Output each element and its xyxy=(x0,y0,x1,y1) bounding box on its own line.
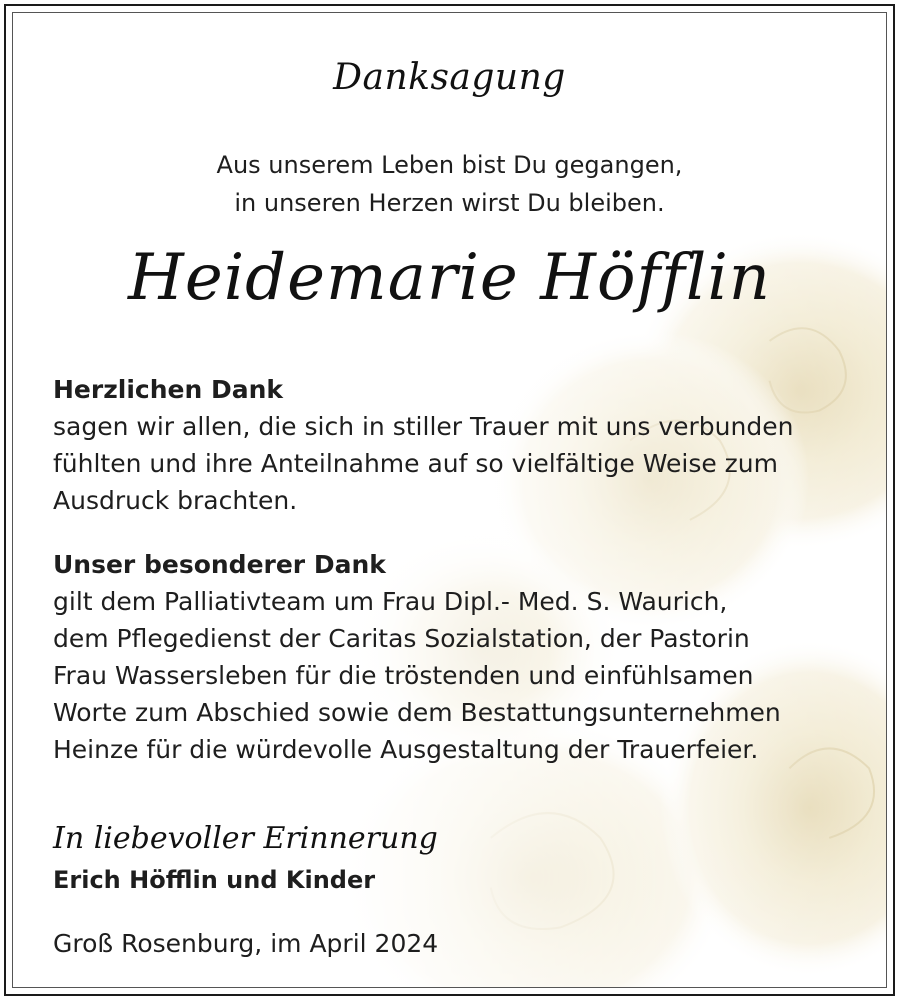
deceased-name: Heidemarie Höfflin xyxy=(128,241,771,315)
thanks-line: fühlten und ihre Anteilnahme auf so vielfältige Weise zum xyxy=(53,449,778,478)
motto-line-2: in unseren Herzen wirst Du bleiben. xyxy=(234,189,665,217)
thanks-section xyxy=(53,371,853,519)
thanks-heading: Herzlichen Dank xyxy=(53,375,284,404)
motto-line-1: Aus unserem Leben bist Du gegangen, xyxy=(216,151,683,179)
notice-content xyxy=(13,13,886,987)
special-thanks-line: Heinze für die würdevolle Ausgestaltung der Trauerfeier. xyxy=(53,735,759,764)
special-thanks-line: Frau Wassersleben für die tröstenden und einfühlsamen xyxy=(53,661,754,690)
thanks-line: Ausdruck brachten. xyxy=(53,486,298,515)
special-thanks-section xyxy=(53,546,853,768)
notice-inner-border xyxy=(12,12,887,988)
thanks-line: sagen wir allen, die sich in stiller Trauer mit uns verbunden xyxy=(53,412,794,441)
notice-title: Danksagung xyxy=(333,57,566,98)
place-date: Groß Rosenburg, im April 2024 xyxy=(53,929,439,958)
special-thanks-line: gilt dem Palliativteam um Frau Dipl.- Med. S. Waurich, xyxy=(53,587,728,616)
closing-phrase: In liebevoller Erinnerung xyxy=(53,821,438,856)
special-thanks-line: Worte zum Abschied sowie dem Bestattungsunternehmen xyxy=(53,698,781,727)
signed-by: Erich Höfflin und Kinder xyxy=(53,866,376,894)
special-thanks-line: dem Pflegedienst der Caritas Sozialstation, der Pastorin xyxy=(53,624,750,653)
notice-frame xyxy=(4,4,895,996)
special-thanks-heading: Unser besonderer Dank xyxy=(53,550,386,579)
